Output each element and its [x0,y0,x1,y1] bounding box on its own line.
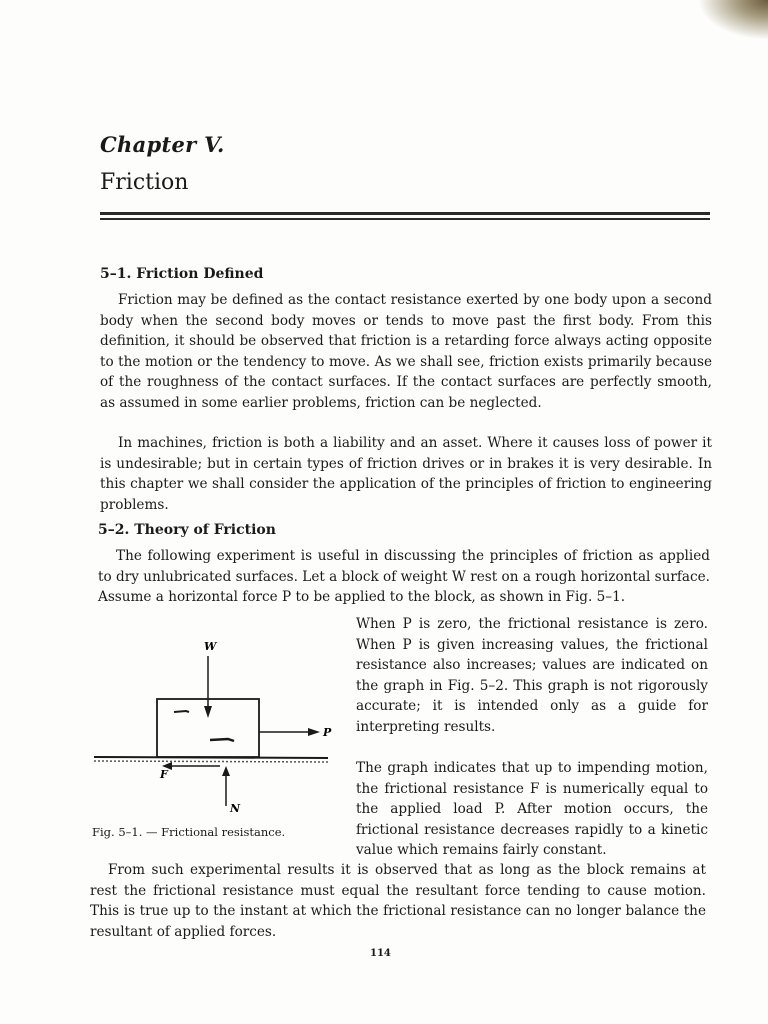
section-heading-5-1: 5–1. Friction Defined [100,266,264,282]
weight-arrowhead [204,706,212,718]
page-number: 114 [370,948,391,959]
page-corner-shadow [698,0,768,40]
paragraph-experimental-results [90,860,706,942]
figure-label-p: P [323,726,332,739]
paragraph-text: The graph indicates that up to impending motion, the frictional resistance F is numerically equal to the applied load P. After motion occurs, the frictional resistance decreases rapidly to a kinetic value which remains fairly constant. [356,760,708,858]
paragraph-text: The following experiment is useful in discussing the principles of friction as applied to dry unlubricated surfaces. Let a block of weight W rest on a rough horizontal surface. Assume a horizontal force P to be applied to the block, as shown in Fig. 5–1. [98,548,710,605]
block-mark-2 [210,739,234,741]
normal-arrowhead [222,766,230,776]
chapter-label: Chapter V. [100,132,225,157]
paragraph-text: In machines, friction is both a liability and an asset. Where it causes loss of power it is undesirable; but in certain types of friction drives or in brakes it is very desirable. In this chapter we shall consider the application of the principles of friction to engineering problems. [100,435,712,513]
paragraph-experiment-intro [98,546,710,608]
paragraph-text: From such experimental results it is observed that as long as the block remains at rest the frictional resistance must equal the resultant force tending to cause motion. This is true up to the instant at which the frictional resistance can no longer balance the resultant of applied forces. [90,862,706,940]
paragraph-p-zero: When P is zero, the frictional resistance is zero. When P is given increasing values, the frictional resistance also increases; values are indicated on the graph in Fig. 5–2. This graph is not rigorously accurate; it is intended only as a guide for interpreting results. [356,616,708,735]
chapter-rule-thick [100,212,710,215]
chapter-rule-thin [100,218,710,220]
paragraph-text: Friction may be defined as the contact resistance exerted by one body upon a second body when the second body moves or tends to move past the first body. From this definition, it should be observed that friction is a retarding force always acting opposite to the motion or the tendency to move. As we shall see, friction exists primarily because of the roughness of the contact surfaces. If the contact surfaces are perfectly smooth, as assumed in some earlier problems, friction can be neglected. [100,292,712,411]
figure-5-1 [90,630,352,840]
paragraph-graph-indicates [356,758,708,861]
section-heading-5-2: 5–2. Theory of Friction [98,522,276,538]
paragraph-friction-defined [100,290,712,413]
figure-label-f: F [160,768,168,781]
figure-label-n: N [230,802,241,815]
block-mark-1 [174,711,189,712]
ground-surface [94,757,328,758]
ground-hatch [94,761,328,762]
chapter-title: Friction [100,170,189,195]
figure-caption: Fig. 5–1. — Frictional resistance. [92,825,286,839]
force-p-arrowhead [308,728,320,736]
paragraph-machines [100,433,712,515]
figure-label-w: W [204,640,217,653]
